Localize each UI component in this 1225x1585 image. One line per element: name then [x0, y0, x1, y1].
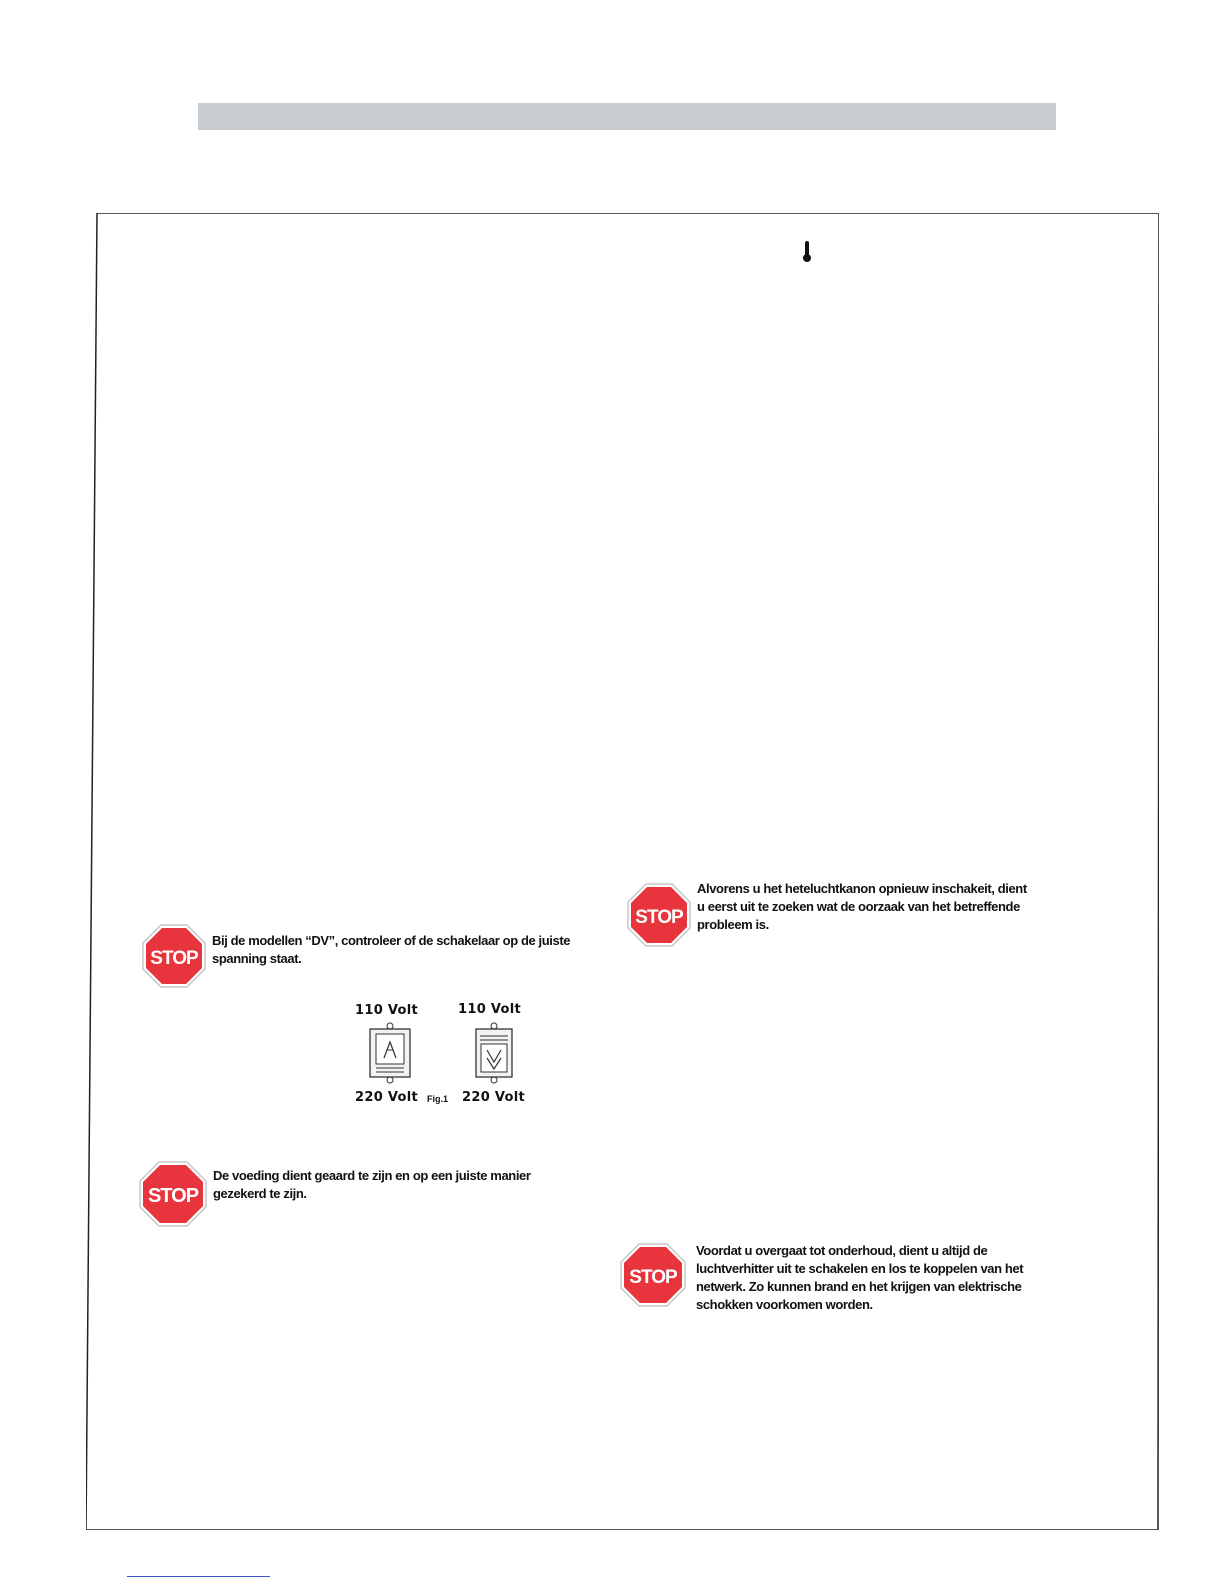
voltage-switch-110-icon	[368, 1022, 412, 1084]
warning-maintenance: Voordat u overgaat tot onderhoud, dient u altijd de luchtverhitter uit te schakelen en los te koppelen van het netwerk. Zo kunnen brand en het krijgen van elektrische schokken voorkomen worden.	[696, 1243, 1024, 1312]
stop-text: STOP	[150, 948, 198, 969]
voltage-switch-220-icon	[474, 1022, 514, 1084]
thermometer-icon	[800, 240, 814, 264]
footer-link-underline[interactable]	[127, 1576, 270, 1577]
stop-sign-icon	[139, 1161, 207, 1227]
voltage-label-left-top: 110 Volt	[355, 1003, 419, 1018]
stop-sign-icon	[620, 1243, 686, 1307]
header-bar	[198, 103, 1056, 130]
voltage-label-right-bottom: 220 Volt	[462, 1090, 526, 1105]
warning-restart: Alvorens u het heteluchtkanon opnieuw inschakeit, dient u eerst uit te zoeken wat de oorzaak van het betreffende probleem is.	[697, 881, 1027, 932]
stop-text: STOP	[635, 907, 683, 928]
stop-text: STOP	[147, 1185, 199, 1207]
content-frame	[86, 213, 1159, 1530]
stop-sign-icon	[142, 924, 206, 988]
figure-caption: Fig.1	[427, 1094, 449, 1104]
voltage-label-left-bottom: 220 Volt	[355, 1090, 419, 1105]
stop-text: STOP	[629, 1267, 677, 1288]
warning-dv-models: Bij de modellen “DV”, controleer of de schakelaar op de juiste spanning staat.	[212, 933, 571, 966]
stop-sign-icon	[627, 883, 691, 947]
warning-grounding: De voeding dient geaard te zijn en op een juiste manier gezekerd te zijn.	[213, 1168, 531, 1201]
voltage-label-right-top: 110 Volt	[458, 1002, 522, 1017]
